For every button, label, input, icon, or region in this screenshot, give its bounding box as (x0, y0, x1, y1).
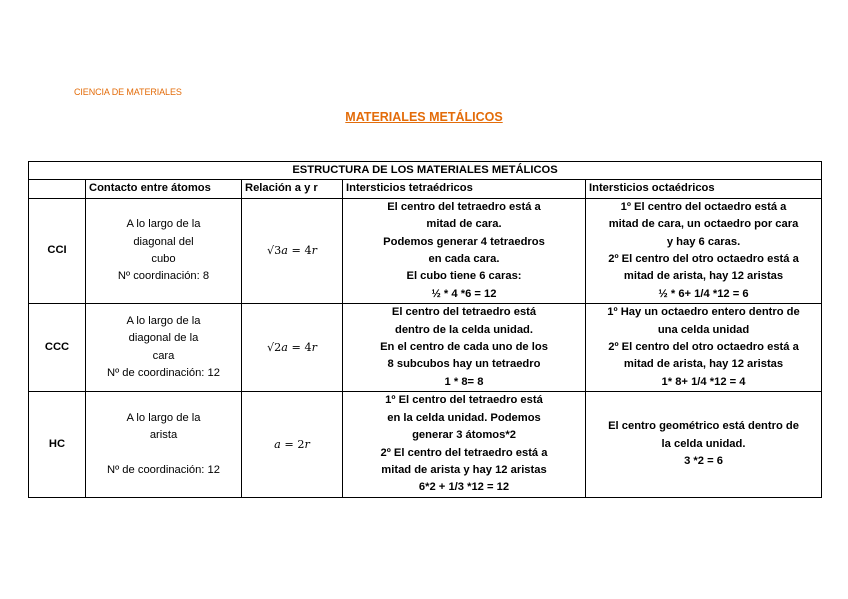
contact-line: A lo largo de la (126, 218, 201, 231)
octa-line: 1º Hay un octaedro entero dentro de (607, 306, 800, 319)
tetra-line: mitad de arista y hay 12 aristas (381, 463, 547, 476)
contact-line: cubo (151, 253, 176, 266)
table-header-row (29, 180, 822, 198)
tetra-line: mitad de cara. (426, 218, 502, 231)
row-label: CCI (29, 198, 86, 303)
relation-root: √2 (267, 341, 282, 355)
contact-cell (86, 198, 242, 303)
row-label: CCC (29, 304, 86, 392)
coordination-number: Nº de coordinación: 12 (107, 367, 220, 380)
tetra-line: El cubo tiene 6 caras: (406, 270, 522, 283)
octa-line: 2º El centro del otro octaedro está a (608, 253, 799, 266)
tetrahedral-cell (343, 198, 586, 303)
column-header-tetrahedral: Intersticios tetraédricos (343, 180, 586, 198)
tetra-line: 2º El centro del tetraedro está a (380, 446, 548, 459)
coordination-number: Nº coordinación: 8 (117, 270, 210, 283)
octa-line: la celda unidad. (661, 437, 746, 450)
tetra-line: en la celda unidad. Podemos (387, 411, 541, 424)
contact-line: diagonal del (133, 235, 194, 248)
octahedral-cell (586, 392, 822, 497)
relation-var-a: a (281, 244, 288, 258)
tetra-line: generar 3 átomos*2 (412, 429, 516, 442)
tetrahedral-cell (343, 304, 586, 392)
column-header-contact: Contacto entre átomos (86, 180, 242, 198)
octa-line: mitad de cara, un octaedro por cara (608, 218, 799, 231)
coordination-number: Nº de coordinación: 12 (107, 463, 220, 476)
octa-line: 1* 8+ 1/4 *12 = 4 (661, 375, 746, 388)
tetra-line: 8 subcubos hay un tetraedro (387, 358, 541, 371)
row-label: HC (29, 392, 86, 497)
relation-var-r: r (311, 341, 317, 355)
octahedral-cell (586, 198, 822, 303)
relation-root: √3 (267, 244, 282, 258)
contact-cell (86, 304, 242, 392)
tetra-line: El centro del tetraedro está a (387, 200, 541, 213)
relation-cell (242, 304, 343, 392)
tetra-line: ½ * 4 *6 = 12 (431, 287, 497, 300)
relation-var-r: r (304, 437, 310, 451)
column-header-octahedral: Intersticios octaédricos (586, 180, 822, 198)
relation-cell (242, 198, 343, 303)
contact-line: A lo largo de la (126, 314, 201, 327)
octa-line: y hay 6 caras. (666, 235, 741, 248)
structure-table (28, 161, 822, 498)
contact-line: diagonal de la (128, 332, 199, 345)
document-title: MATERIALES METÁLICOS (345, 110, 503, 124)
relation-var-a: a (274, 437, 281, 451)
relation-var-a: a (281, 341, 288, 355)
relation-equals: = 4 (287, 244, 312, 258)
table-row-hc (29, 392, 822, 497)
contact-cell (86, 392, 242, 497)
contact-line: A lo largo de la (126, 411, 201, 424)
contact-line: cara (152, 349, 175, 362)
tetra-line: El centro del tetraedro está (391, 306, 537, 319)
tetra-line: 1º El centro del tetraedro está (385, 394, 543, 407)
relation-cell (242, 392, 343, 497)
octa-line: 3 *2 = 6 (684, 455, 723, 468)
octahedral-cell (586, 304, 822, 392)
tetra-line: Podemos generar 4 tetraedros (383, 235, 545, 248)
tetra-line: en cada cara. (428, 253, 500, 266)
column-header-empty (29, 180, 86, 198)
tetra-line: 1 * 8= 8 (444, 375, 484, 388)
tetra-line: 6*2 + 1/3 *12 = 12 (418, 481, 510, 494)
table-caption: ESTRUCTURA DE LOS MATERIALES METÁLICOS (29, 162, 822, 180)
tetra-line: En el centro de cada uno de los (380, 341, 548, 354)
octa-line: ½ * 6+ 1/4 *12 = 6 (658, 287, 749, 300)
table-row-ccc (29, 304, 822, 392)
octa-line: mitad de arista, hay 12 aristas (623, 358, 784, 371)
contact-spacer (89, 445, 238, 462)
column-header-relation: Relación a y r (242, 180, 343, 198)
octa-line: El centro geométrico está dentro de (608, 420, 799, 433)
octa-line: mitad de arista, hay 12 aristas (623, 270, 784, 283)
tetrahedral-cell (343, 392, 586, 497)
table-row-cci (29, 198, 822, 303)
octa-line: 1º El centro del octaedro está a (620, 200, 787, 213)
relation-var-r: r (311, 244, 317, 258)
relation-equals: = 2 (280, 437, 305, 451)
relation-equals: = 4 (287, 341, 312, 355)
document-header-label: CIENCIA DE MATERIALES (74, 87, 182, 97)
tetra-line: dentro de la celda unidad. (394, 323, 533, 336)
octa-line: una celda unidad (657, 323, 750, 336)
contact-line: arista (149, 429, 178, 442)
octa-line: 2º El centro del otro octaedro está a (608, 341, 799, 354)
